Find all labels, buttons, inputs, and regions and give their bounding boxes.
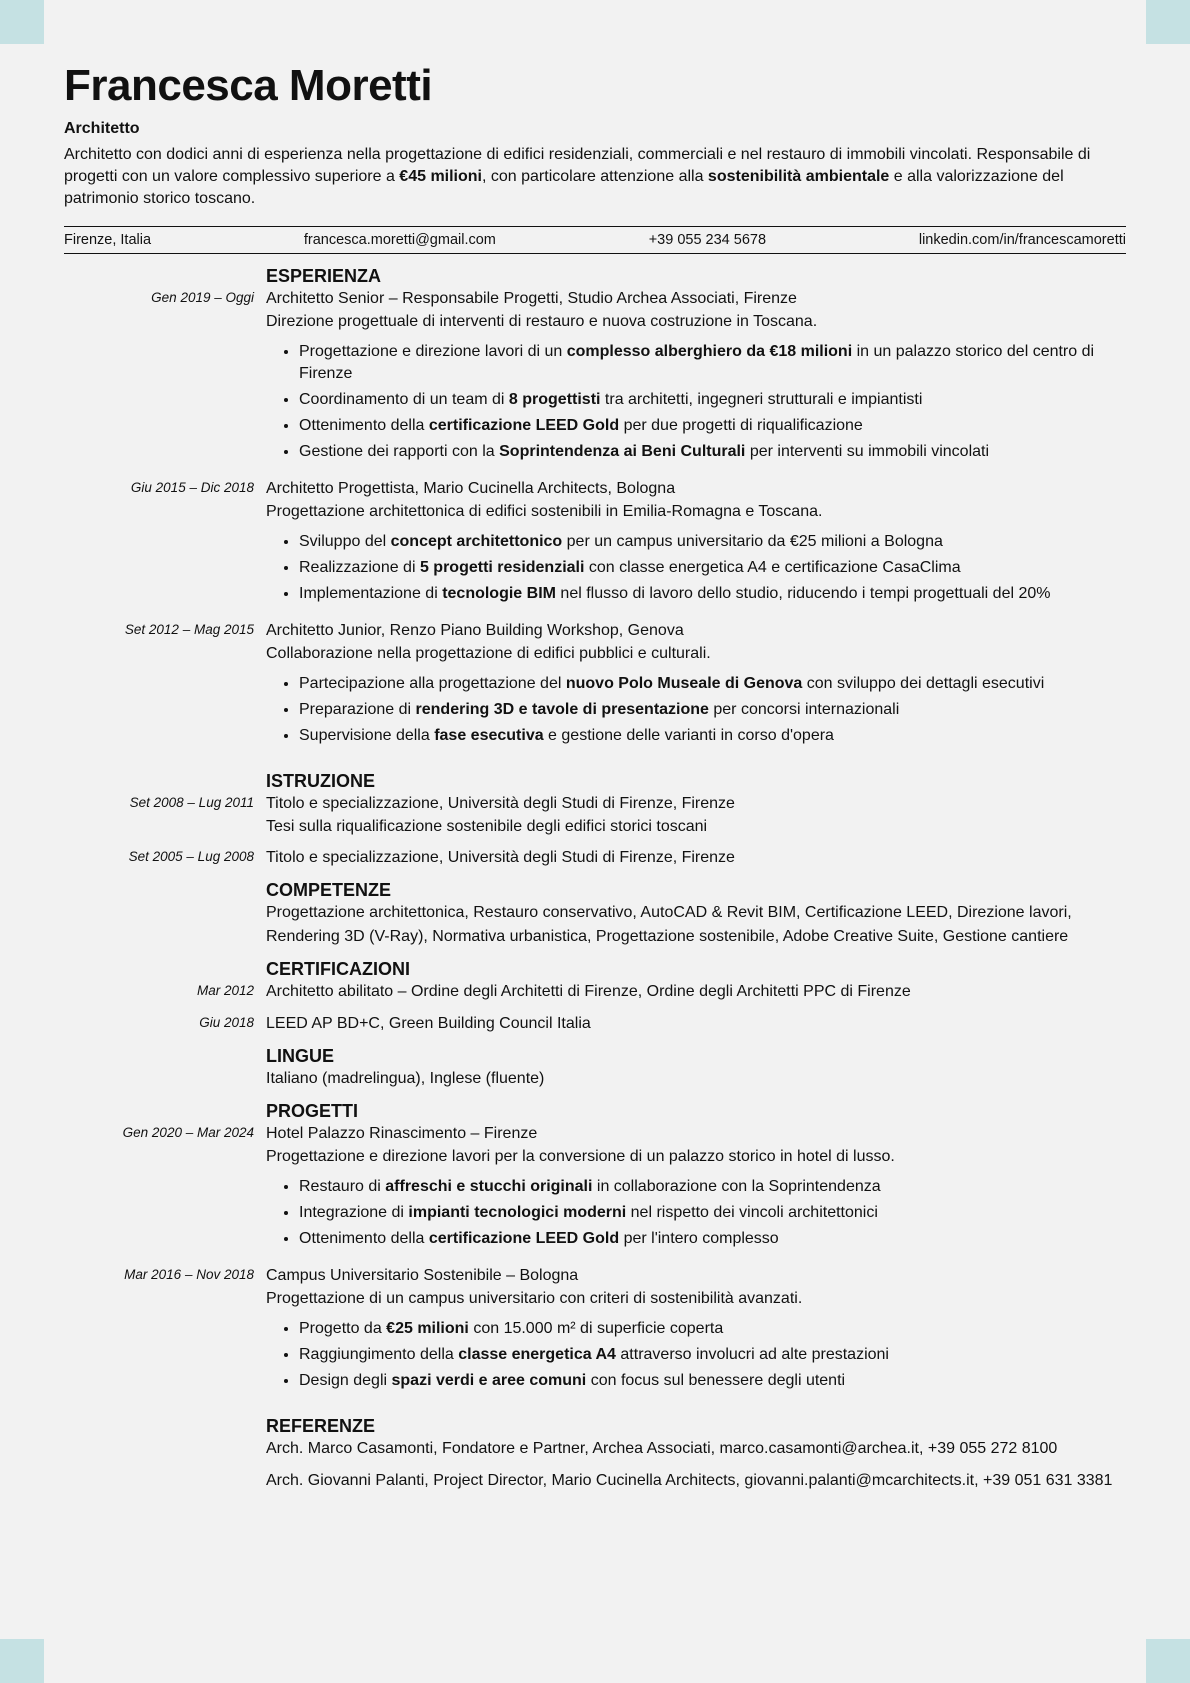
section-referenze — [64, 1416, 1126, 1493]
entry-title: Architetto Senior – Responsabile Progetti, Studio Archea Associati, Firenze — [266, 290, 797, 307]
section-heading: ISTRUZIONE — [266, 771, 376, 791]
resume-page — [64, 52, 1126, 1493]
text-segment: per interventi su immobili vincolati — [745, 443, 990, 460]
bullet-item — [299, 531, 1126, 553]
entry — [266, 1122, 1126, 1254]
entry-description: Progettazione e direzione lavori per la conversione di un palazzo storico in hotel di lusso. — [266, 1148, 895, 1165]
emphasis-text: complesso alberghiero da €18 milioni — [566, 343, 853, 360]
section-heading: ESPERIENZA — [266, 266, 382, 286]
emphasis-text: fase esecutiva — [434, 727, 544, 744]
entry-title: Campus Universitario Sostenibile – Bologna — [266, 1267, 579, 1284]
entry — [266, 1012, 1126, 1036]
corner-decoration — [1146, 1639, 1190, 1683]
candidate-name: Francesca Moretti — [64, 61, 433, 110]
text-segment: Ottenimento della — [299, 1230, 429, 1247]
text-segment: con 15.000 m² di superficie coperta — [468, 1320, 724, 1337]
text-segment: Progettazione e direzione lavori di un — [299, 343, 567, 360]
candidate-title: Architetto — [64, 120, 140, 137]
text-segment: Architetto con dodici anni di esperienza nella progettazione di edifici residenziali, commerciali e nel restauro di immobili vincolati. Responsabile di progetti con un valore complessivo superiore a — [64, 146, 1091, 185]
emphasis-text: €25 milioni — [386, 1320, 469, 1337]
emphasis-text: impianti tecnologici moderni — [408, 1204, 627, 1221]
text-segment: con focus sul benessere degli utenti — [586, 1372, 846, 1389]
entry-date: Giu 2015 – Dic 2018 — [130, 480, 254, 495]
bullet-list — [266, 673, 1126, 747]
section-heading: PROGETTI — [266, 1101, 359, 1121]
text-segment: Ottenimento della — [299, 417, 429, 434]
entry-title: Hotel Palazzo Rinascimento – Firenze — [266, 1125, 538, 1142]
entry-date: Gen 2020 – Mar 2024 — [122, 1125, 254, 1140]
emphasis-text: 5 progetti residenziali — [419, 559, 585, 576]
text-segment: nel flusso di lavoro dello studio, riducendo i tempi progettuali del 20% — [555, 585, 1051, 602]
contact-location: Firenze, Italia — [64, 232, 152, 248]
text-segment: in collaborazione con la Soprintendenza — [592, 1178, 881, 1195]
entry — [266, 901, 1126, 949]
text-segment: con classe energetica A4 e certificazione CasaClima — [584, 559, 961, 576]
resume-sections — [64, 266, 1126, 1493]
text-segment: Restauro di — [299, 1178, 386, 1195]
text-segment: Realizzazione di — [299, 559, 420, 576]
entry — [266, 846, 1126, 870]
section-istruzione — [64, 771, 1126, 870]
entry-description: Tesi sulla riqualificazione sostenibile degli edifici storici toscani — [266, 818, 708, 835]
text-segment: per l'intero complesso — [619, 1230, 779, 1247]
entry — [266, 1264, 1126, 1396]
bullet-list — [266, 1176, 1126, 1250]
bullet-item — [299, 699, 1126, 721]
entry-date — [64, 901, 254, 949]
text-segment: per un campus universitario da €25 milioni a Bologna — [562, 533, 943, 550]
entry-title: Italiano (madrelingua), Inglese (fluente) — [266, 1070, 545, 1087]
entry-title: LEED AP BD+C, Green Building Council Italia — [266, 1015, 591, 1032]
text-segment: e gestione delle varianti in corso d'opera — [543, 727, 834, 744]
emphasis-text: 8 progettisti — [508, 391, 601, 408]
section-spacer — [64, 771, 254, 792]
entry-date: Set 2008 – Lug 2011 — [129, 795, 254, 810]
entry-date: Set 2005 – Lug 2008 — [128, 849, 254, 864]
bullet-item — [299, 583, 1126, 605]
section-esperienza — [64, 266, 1126, 761]
entry-title: Arch. Marco Casamonti, Fondatore e Partner, Archea Associati, marco.casamonti@archea.it, +39 055 272 8100 — [266, 1440, 1058, 1457]
text-segment: tra architetti, ingegneri strutturali e impiantisti — [600, 391, 923, 408]
section-certificazioni — [64, 959, 1126, 1036]
section-spacer — [64, 1416, 254, 1437]
bullet-item — [299, 1318, 1126, 1340]
section-spacer — [64, 1101, 254, 1122]
entry — [266, 477, 1126, 609]
text-segment: in un palazzo storico del centro di Firenze — [299, 343, 1095, 382]
emphasis-text: classe energetica A4 — [458, 1346, 616, 1363]
entry — [266, 980, 1126, 1004]
entry-date — [64, 1067, 254, 1091]
entry — [266, 792, 1126, 838]
emphasis-text: tecnologie BIM — [442, 585, 556, 602]
bullet-item — [299, 557, 1126, 579]
emphasis-text: rendering 3D e tavole di presentazione — [415, 701, 709, 718]
entry-date — [64, 1437, 254, 1469]
bullet-list — [266, 341, 1126, 463]
emphasis-text: concept architettonico — [390, 533, 563, 550]
section-heading: COMPETENZE — [266, 880, 392, 900]
entry — [266, 619, 1126, 751]
entry — [266, 1067, 1126, 1091]
text-segment: Implementazione di — [299, 585, 443, 602]
summary — [64, 144, 1126, 210]
emphasis-text: Soprintendenza ai Beni Culturali — [499, 443, 746, 460]
section-competenze — [64, 880, 1126, 949]
entry-date: Gen 2019 – Oggi — [151, 290, 254, 305]
text-segment: e alla valorizzazione del patrimonio storico toscano. — [64, 168, 1064, 207]
section-spacer — [64, 880, 254, 901]
entry — [266, 287, 1126, 467]
entry-title: Arch. Giovanni Palanti, Project Director, Mario Cucinella Architects, giovanni.palanti@mcarchitects.it, +39 051 631 3381 — [266, 1472, 1113, 1489]
contact-email[interactable]: francesca.moretti@gmail.com — [303, 232, 496, 248]
emphasis-text: nuovo Polo Museale di Genova — [565, 675, 803, 692]
text-segment: attraverso involucri ad alte prestazioni — [615, 1346, 889, 1363]
entry — [266, 1437, 1126, 1461]
section-lingue — [64, 1046, 1126, 1091]
text-segment: Partecipazione alla progettazione del — [299, 675, 566, 692]
entry-title: Progettazione architettonica, Restauro conservativo, AutoCAD & Revit BIM, Certificazione LEED, Direzione lavori, Rendering 3D (V-Ray), Normativa urbanistica, Progettazione sostenibile, Adobe Creative Suite, Gestione cantiere — [266, 904, 1072, 945]
text-segment: Raggiungimento della — [299, 1346, 459, 1363]
corner-decoration — [0, 0, 44, 44]
section-heading: REFERENZE — [266, 1416, 376, 1436]
bullet-item — [299, 1176, 1126, 1198]
bullet-item — [299, 725, 1126, 747]
bullet-item — [299, 1344, 1126, 1366]
contact-phone[interactable]: +39 055 234 5678 — [648, 232, 767, 248]
section-heading: CERTIFICAZIONI — [266, 959, 410, 979]
emphasis-text: affreschi e stucchi originali — [385, 1178, 593, 1195]
emphasis-text: sostenibilità ambientale — [707, 168, 890, 185]
text-segment: con sviluppo dei dettagli esecutivi — [802, 675, 1045, 692]
entry-title: Architetto Junior, Renzo Piano Building Workshop, Genova — [266, 622, 684, 639]
emphasis-text: certificazione LEED Gold — [428, 417, 620, 434]
text-segment: nel rispetto dei vincoli architettonici — [626, 1204, 878, 1221]
entry-date: Giu 2018 — [199, 1015, 254, 1030]
bullet-item — [299, 389, 1126, 411]
entry-description: Direzione progettuale di interventi di restauro e nuova costruzione in Toscana. — [266, 313, 818, 330]
bullet-item — [299, 1202, 1126, 1224]
bullet-item — [299, 415, 1126, 437]
entry-title: Architetto abilitato – Ordine degli Architetti di Firenze, Ordine degli Architetti PPC di Firenze — [266, 983, 911, 1000]
bullet-item — [299, 341, 1126, 385]
section-spacer — [64, 1046, 254, 1067]
section-spacer — [64, 266, 254, 287]
section-progetti — [64, 1101, 1126, 1406]
contact-bar — [64, 226, 1126, 254]
entry-description: Progettazione di un campus universitario con criteri di sostenibilità avanzati. — [266, 1290, 803, 1307]
emphasis-text: spazi verdi e aree comuni — [391, 1372, 587, 1389]
text-segment: Gestione dei rapporti con la — [299, 443, 500, 460]
text-segment: Sviluppo del — [299, 533, 391, 550]
bullet-item — [299, 673, 1126, 695]
text-segment: per concorsi internazionali — [708, 701, 900, 718]
corner-decoration — [1146, 0, 1190, 44]
contact-linkedin[interactable]: linkedin.com/in/francescamoretti — [918, 232, 1126, 248]
emphasis-text: €45 milioni — [399, 168, 482, 185]
bullet-item — [299, 1370, 1126, 1392]
text-segment: Coordinamento di un team di — [299, 391, 509, 408]
emphasis-text: certificazione LEED Gold — [428, 1230, 620, 1247]
entry — [266, 1469, 1126, 1493]
text-segment: , con particolare attenzione alla — [482, 168, 708, 185]
entry-title: Architetto Progettista, Mario Cucinella Architects, Bologna — [266, 480, 676, 497]
text-segment: Integrazione di — [299, 1204, 409, 1221]
bullet-list — [266, 1318, 1126, 1392]
entry-title: Titolo e specializzazione, Università degli Studi di Firenze, Firenze — [266, 849, 735, 866]
section-spacer — [64, 959, 254, 980]
entry-date: Mar 2016 – Nov 2018 — [124, 1267, 254, 1282]
text-segment: per due progetti di riqualificazione — [619, 417, 863, 434]
corner-decoration — [0, 1639, 44, 1683]
text-segment: Supervisione della — [299, 727, 435, 744]
text-segment: Design degli — [299, 1372, 392, 1389]
bullet-list — [266, 531, 1126, 605]
entry-description: Collaborazione nella progettazione di edifici pubblici e culturali. — [266, 645, 711, 662]
entry-title: Titolo e specializzazione, Università degli Studi di Firenze, Firenze — [266, 795, 735, 812]
entry-date: Mar 2012 — [196, 983, 254, 998]
text-segment: Preparazione di — [299, 701, 416, 718]
section-heading: LINGUE — [266, 1046, 335, 1066]
entry-description: Progettazione architettonica di edifici sostenibili in Emilia-Romagna e Toscana. — [266, 503, 823, 520]
entry-date — [64, 1469, 254, 1493]
bullet-item — [299, 1228, 1126, 1250]
entry-date: Set 2012 – Mag 2015 — [124, 622, 254, 637]
text-segment: Progetto da — [299, 1320, 387, 1337]
bullet-item — [299, 441, 1126, 463]
